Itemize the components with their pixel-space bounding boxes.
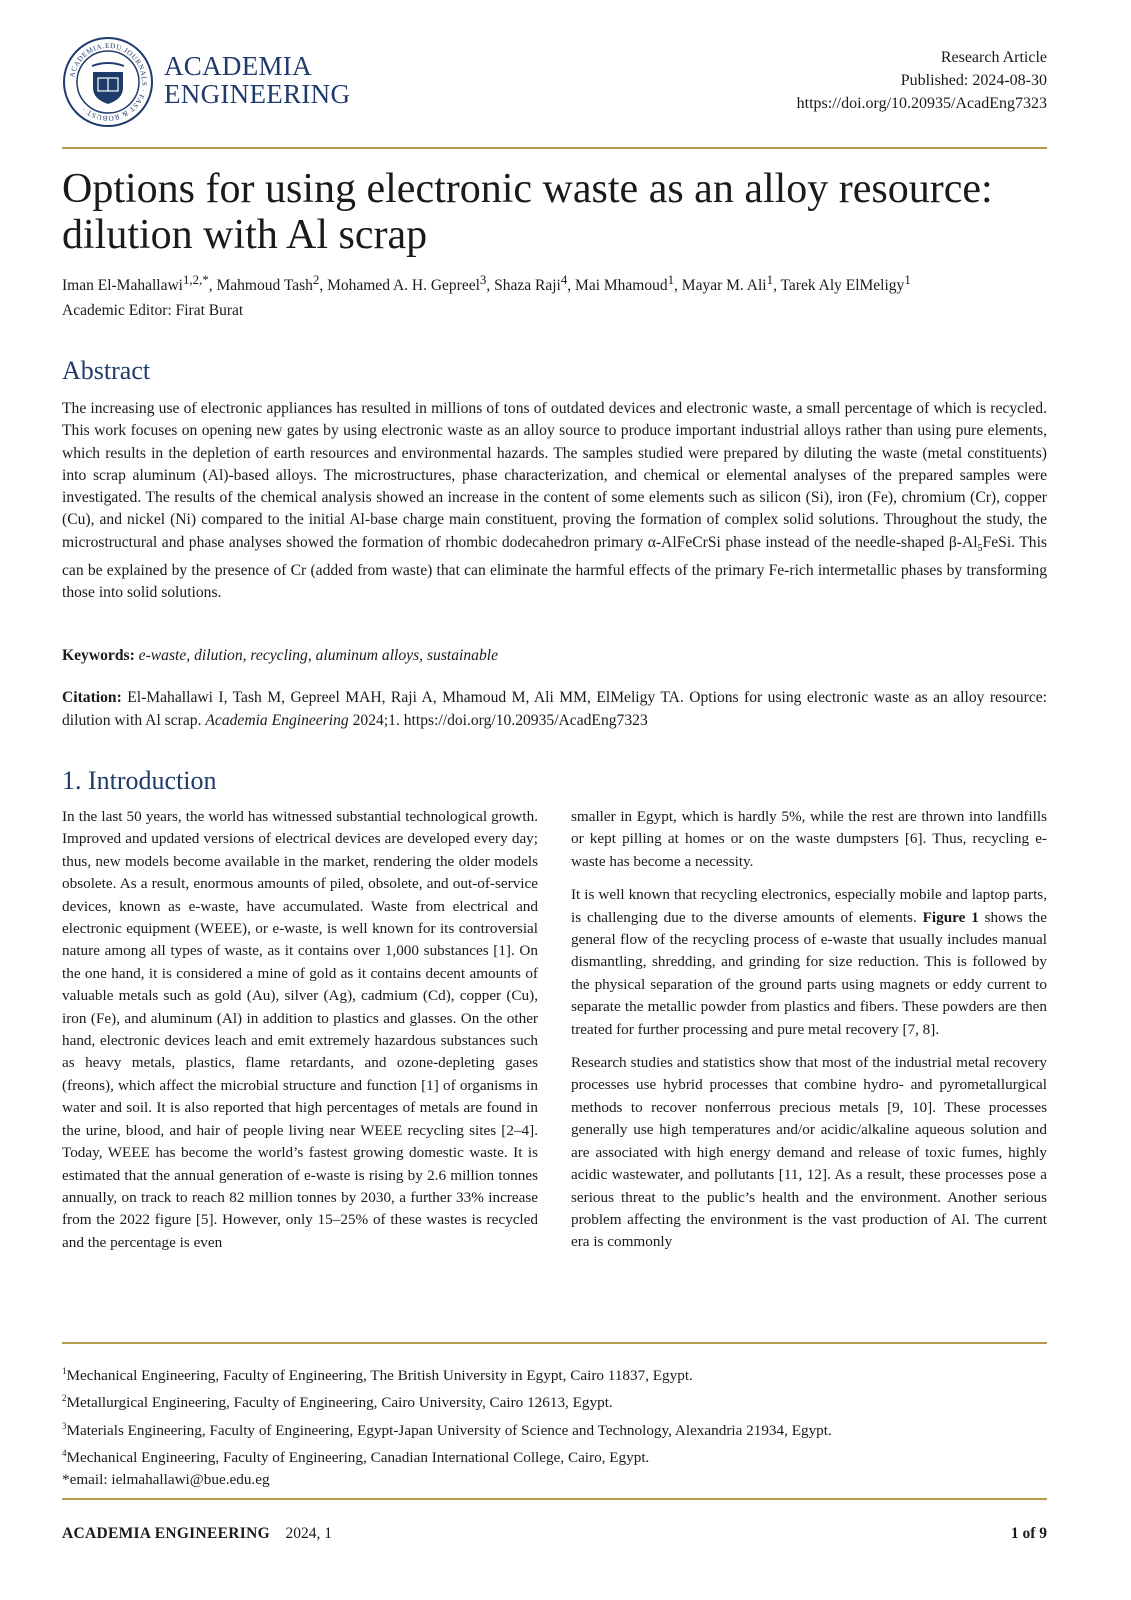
figure-reference[interactable]: Figure 1	[922, 908, 979, 926]
affiliation-text: Metallurgical Engineering, Faculty of Engineering, Cairo University, Cairo 12613, Egypt.	[66, 1394, 613, 1412]
author-affiliation-sup: 1	[766, 272, 774, 287]
citation-text-end: 2024;1. https://doi.org/10.20935/AcadEng7323	[352, 711, 648, 729]
journal-name	[164, 52, 350, 108]
affiliation-item	[62, 1415, 1052, 1442]
article-type: Research Article	[940, 49, 1047, 66]
svg-text:ACADEMIA.EDU JOURNALS · FAST &: ACADEMIA.EDU JOURNALS · FAST & ROBUST ·	[68, 41, 149, 123]
footer-volume: 2024, 1	[285, 1525, 332, 1542]
affiliation-text: Materials Engineering, Faculty of Engineering, Egypt-Japan University of Science and Technology, Alexandria 21934, Egypt.	[66, 1421, 832, 1439]
article-title	[62, 166, 1052, 258]
affiliation-item	[62, 1387, 1052, 1414]
author-name: Iman El-Mahallawi	[62, 277, 183, 295]
author-affiliation-sup: 4	[560, 272, 568, 287]
header-rule	[62, 147, 1047, 149]
affiliation-sup: 3	[62, 1420, 67, 1431]
title-line2: dilution with Al scrap	[62, 212, 428, 258]
abstract-text	[62, 398, 1047, 605]
author-name: Mahmoud Tash	[216, 277, 313, 295]
citation-journal: Academia Engineering	[205, 711, 349, 729]
abstract-subscript: 5	[977, 542, 983, 554]
body-column-left	[62, 806, 538, 1265]
citation-text: El-Mahallawi I, Tash M, Gepreel MAH, Raji A, Mhamoud M, Ali MM, ElMeligy TA. Options for using electronic waste as an alloy resource: dilution with Al scrap.	[62, 689, 1048, 729]
paragraph-text: It is well known that recycling electronics, especially mobile and laptop parts, is challenging due to the diverse amounts of elements.	[571, 886, 1047, 926]
abstract-heading: Abstract	[62, 356, 151, 385]
paragraph: Research studies and statistics show that most of the industrial metal recovery processes use hybrid processes that combine hydro- and pyrometallurgical methods to recover nonferrous precious metals [9, 10]. These processes generally use high temperatures and/or acidic/alkaline aqueous solution and are associated with high energy demand and release of toxic fumes, highly acidic wastewater, and pollutants [11, 12]. As a result, these processes pose a serious threat to the public’s health and the environment. Another serious problem affecting the environment is the vast production of Al. The current era is commonly	[571, 1054, 1047, 1251]
email-text: *email: ielmahallawi@bue.edu.eg	[62, 1471, 270, 1489]
citation	[62, 687, 1047, 732]
author-name: Shaza Raji	[494, 277, 561, 295]
author-list: Iman El-Mahallawi$^{1,2,*}$, Mahmoud Tash$^2$, Mohamed A. H. Gepreel$^3$, Shaza Raji$^4$, Mai Mhamoud$^1$, Mayar M. Ali$^1$, Tarek Aly ElMeligy$^1$	[62, 272, 911, 295]
author-name: Mayar M. Ali	[681, 277, 767, 295]
affiliation-item	[62, 1360, 1052, 1387]
author-affiliation-sup: 1	[904, 272, 911, 287]
page-number: 1 of 9	[1010, 1525, 1047, 1542]
introduction-heading: 1. Introduction	[62, 766, 217, 795]
published-date: Published: 2024-08-30	[900, 72, 1047, 89]
paragraph	[571, 884, 1047, 1041]
journal-logo-seal	[62, 36, 154, 128]
paragraph: In the last 50 years, the world has witnessed substantial technological growth. Improved and updated versions of electrical devices are developed every day; thus, new models become available in the market, rendering the older models obsolete. As a result, enormous amounts of piled, obsolete, and out-of-service devices, known as e-waste, have accumulated. Waste from electrical and electronic equipment (WEEE), or e-waste, is well known for its controversial nature among all types of waste, as it contains over 1,000 substances [1]. On the one hand, it is considered a mine of gold as it contains decent amounts of valuable metals such as gold (Au), silver (Ag), cadmium (Cd), copper (Cu), iron (Fe), and aluminum (Al) in addition to plastics and glasses. On the other hand, electronic devices leach and emit extremely hazardous substances such as heavy metals, plastics, flame retardants, and ozone-depleting gases (freons), which affect the microbial structure and function [1] of organisms in water and soil. It is also reported that high percentages of metals are found in the urine, blood, and hair of people living near WEEE recycling sites [2–4]. Today, WEEE has become the world’s fastest growing domestic waste. It is estimated that the annual generation of e-waste is rising by 2.6 million tonnes annually, on track to reach 82 million tonnes by 2030, a further 33% increase from the 2022 figure [5]. However, only 15–25% of these wastes is recycled and the percentage is even	[62, 808, 538, 1251]
journal-name-line2: ENGINEERING	[164, 79, 351, 109]
footer-journal	[62, 1525, 332, 1543]
paragraph-text: shows the general flow of the recycling process of e-waste that usually includes manual dismantling, shredding, and grinding for size reduction. This is followed by the physical separation of the ground parts using magnets or eddy current to separate the metallic powder from plastics and fibers. These powders are then treated for further processing and pure metal recovery [7, 8].	[571, 908, 1048, 1038]
doi-link[interactable]: https://doi.org/10.20935/AcadEng7323	[796, 95, 1047, 112]
author-affiliation-sup: 1,2,*	[182, 272, 209, 287]
citation-label: Citation:	[62, 689, 122, 706]
affiliation-sup: 2	[62, 1393, 67, 1404]
abstract-text-part2: FeSi. This can be explained by the presence of Cr (added from waste) that can eliminate the harmful effects of the primary Fe-rich intermetallic phases by transforming those into solid solutions.	[62, 533, 1047, 602]
corresponding-email[interactable]	[62, 1469, 1052, 1491]
affiliation-sup: 4	[62, 1448, 67, 1459]
keywords-label: Keywords:	[62, 647, 135, 664]
paragraph: smaller in Egypt, which is hardly 5%, while the rest are thrown into landfills or kept pilling at homes or on the waste dumpsters [6]. Thus, recycling e-waste has become a necessity.	[571, 808, 1047, 870]
author-affiliation-sup: 2	[312, 272, 320, 287]
footer-rule	[62, 1498, 1047, 1500]
author-name: Tarek Aly ElMeligy	[780, 277, 905, 295]
article-meta	[797, 46, 1047, 115]
body-column-right	[571, 806, 1047, 1265]
affiliation-item	[62, 1442, 1052, 1469]
journal-name-line1: ACADEMIA	[164, 51, 312, 81]
abstract-text-part1: The increasing use of electronic appliances has resulted in millions of tons of outdated devices and electronic waste, a small percentage of which is recycled. This work focuses on opening new gates by using electronic waste as an alloy source to produce important industrial alloys rather than using pure elements, which results in the depletion of earth resources and environmental hazards. The samples studied were prepared by diluting the waste (metal constituents) into scrap aluminum (Al)-based alloys. The microstructures, phase characterization, and chemical or elemental analyses of the prepared samples were investigated. The results of the chemical analysis showed an increase in the content of some elements such as silicon (Si), iron (Fe), chromium (Cr), copper (Cu), and nickel (Ni) compared to the initial Al-base charge main constituent, proving the formation of complex solid solutions. Throughout the study, the microstructural and phase analyses showed the formation of rhombic dodecahedron primary α-AlFeCrSi phase instead of the needle-shaped β-Al	[62, 400, 1047, 551]
footer-journal-name: ACADEMIA ENGINEERING	[62, 1525, 270, 1542]
affiliation-text: Mechanical Engineering, Faculty of Engineering, Canadian International College, Cairo, Egypt.	[66, 1449, 650, 1467]
author-name: Mohamed A. H. Gepreel	[327, 277, 480, 295]
keywords	[62, 645, 1047, 667]
affiliation-sup: 1	[62, 1366, 67, 1376]
academic-editor: Academic Editor: Firat Burat	[62, 302, 244, 319]
title-line1: Options for using electronic waste as an alloy resource:	[62, 166, 993, 212]
author-affiliation-sup: 1	[667, 272, 675, 287]
author-name: Mai Mhamoud	[575, 277, 668, 295]
affiliation-text: Mechanical Engineering, Faculty of Engineering, The British University in Egypt, Cairo 11837, Egypt.	[66, 1367, 693, 1385]
affiliations-rule	[62, 1342, 1047, 1344]
author-affiliation-sup: 3	[479, 272, 487, 287]
affiliations	[62, 1360, 1052, 1492]
keywords-text: e-waste, dilution, recycling, aluminum alloys, sustainable	[138, 647, 499, 664]
